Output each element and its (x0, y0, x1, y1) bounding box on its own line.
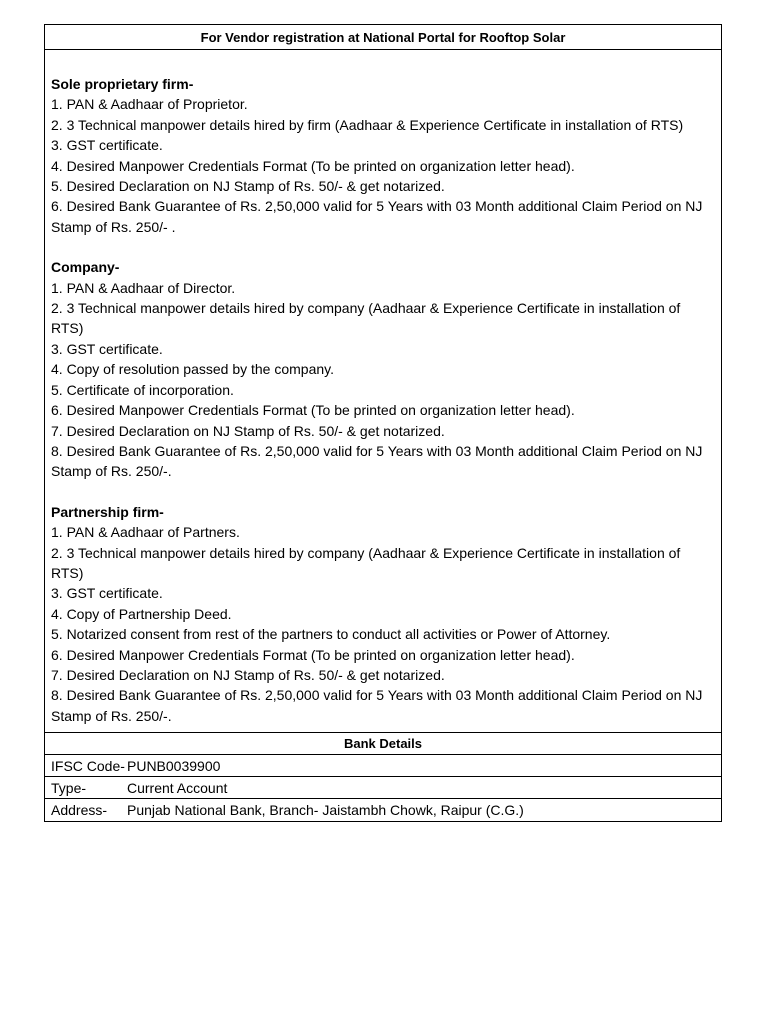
list-item: 3. GST certificate. (51, 340, 163, 357)
section-heading: Partnership firm- (51, 503, 164, 520)
list-item: 7. Desired Declaration on NJ Stamp of Rs. 50/- & get notarized. (51, 666, 445, 683)
address-label: Address- (51, 802, 108, 819)
type-value: Current Account (127, 780, 228, 797)
list-item: 3. GST certificate. (51, 585, 163, 602)
section-partnership (51, 502, 715, 726)
list-item: 2. 3 Technical manpower details hired by firm (Aadhaar & Experience Certificate in installation of RTS) (51, 116, 684, 133)
bank-details-title: Bank Details (45, 733, 721, 755)
type-label: Type- (51, 780, 87, 797)
list-item: 8. Desired Bank Guarantee of Rs. 2,50,000 valid for 5 Years with 03 Month additional Claim Period on NJ Stamp of Rs. 250/-. (51, 687, 703, 724)
list-item: 5. Desired Declaration on NJ Stamp of Rs. 50/- & get notarized. (51, 178, 445, 195)
requirements-table (44, 24, 722, 822)
requirements-content (45, 50, 721, 733)
list-item: 6. Desired Bank Guarantee of Rs. 2,50,000 valid for 5 Years with 03 Month additional Claim Period on NJ Stamp of Rs. 250/- . (51, 198, 703, 235)
list-item: 1. PAN & Aadhaar of Director. (51, 279, 236, 296)
bank-ifsc-row (45, 755, 721, 777)
list-item: 4. Desired Manpower Credentials Format (To be printed on organization letter head). (51, 157, 575, 174)
section-heading: Company- (51, 259, 120, 276)
list-item: 2. 3 Technical manpower details hired by company (Aadhaar & Experience Certificate in installation of RTS) (51, 300, 681, 337)
ifsc-value: PUNB0039900 (127, 758, 221, 775)
document-title: For Vendor registration at National Portal for Rooftop Solar (45, 25, 721, 50)
list-item: 2. 3 Technical manpower details hired by company (Aadhaar & Experience Certificate in installation of RTS) (51, 544, 681, 581)
address-value: Punjab National Bank, Branch- Jaistambh Chowk, Raipur (C.G.) (127, 802, 524, 819)
list-item: 8. Desired Bank Guarantee of Rs. 2,50,000 valid for 5 Years with 03 Month additional Claim Period on NJ Stamp of Rs. 250/-. (51, 442, 703, 480)
bank-type-row (45, 777, 721, 799)
list-item: 1. PAN & Aadhaar of Partners. (51, 524, 240, 541)
list-item: 5. Notarized consent from rest of the partners to conduct all activities or Power of Attorney. (51, 626, 611, 643)
section-company (51, 257, 715, 481)
list-item: 1. PAN & Aadhaar of Proprietor. (51, 96, 248, 113)
section-sole-proprietary (51, 74, 715, 237)
list-item: 6. Desired Manpower Credentials Format (To be printed on organization letter head). (51, 646, 575, 663)
list-item: 4. Copy of Partnership Deed. (51, 605, 232, 622)
ifsc-label: IFSC Code- (51, 758, 125, 775)
section-heading: Sole proprietary firm- (51, 76, 194, 92)
list-item: 4. Copy of resolution passed by the company. (51, 361, 335, 378)
list-item: 3. GST certificate. (51, 137, 163, 154)
list-item: 5. Certificate of incorporation. (51, 381, 234, 398)
list-item: 7. Desired Declaration on NJ Stamp of Rs. 50/- & get notarized. (51, 422, 445, 439)
bank-address-row (45, 799, 721, 821)
list-item: 6. Desired Manpower Credentials Format (To be printed on organization letter head). (51, 402, 575, 419)
